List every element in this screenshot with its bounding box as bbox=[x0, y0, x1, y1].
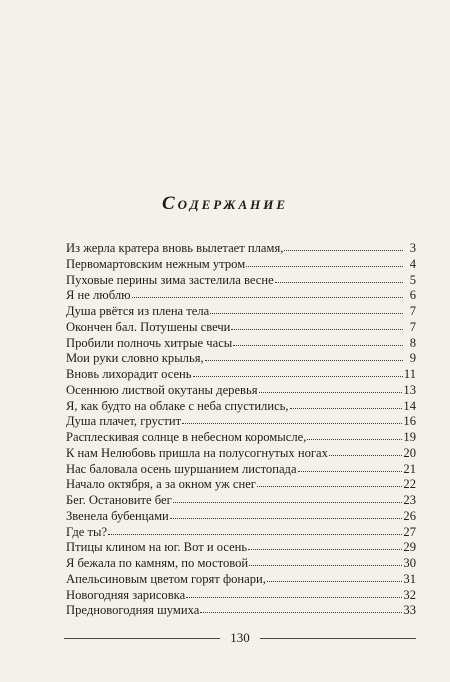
toc-entry bbox=[66, 603, 416, 619]
toc-entry-page: 29 bbox=[403, 540, 416, 555]
toc-entry bbox=[66, 446, 416, 462]
toc-entry bbox=[66, 399, 416, 415]
toc-entry-page: 27 bbox=[403, 524, 416, 539]
dot-leader bbox=[284, 240, 403, 251]
dot-leader bbox=[275, 272, 403, 283]
toc-entry-title: Вновь лихорадит осень bbox=[66, 367, 192, 381]
dot-leader bbox=[249, 555, 402, 566]
footer-rule-left bbox=[64, 638, 220, 639]
toc-entry bbox=[66, 462, 416, 478]
toc-entry-title: Пробили полночь хитрые часы bbox=[66, 335, 233, 350]
toc-entry-title: Нас баловала осень шуршанием листопада bbox=[66, 461, 297, 476]
toc-entry-page: 20 bbox=[403, 445, 416, 460]
toc-entry-title: Птицы клином на юг. Вот и осень bbox=[66, 540, 248, 555]
footer-rule-right bbox=[260, 638, 416, 639]
dot-leader bbox=[210, 303, 403, 314]
toc-entry-title: Звенела бубенцами bbox=[66, 508, 169, 523]
toc-entry bbox=[66, 572, 416, 588]
toc-entry-title: Мои руки словно крылья, bbox=[66, 351, 204, 366]
toc-entry bbox=[66, 540, 416, 556]
toc-entry bbox=[66, 430, 416, 446]
toc-entry-title: Я бежала по камням, по мостовой bbox=[66, 556, 249, 570]
toc-entry-page: 11 bbox=[403, 367, 416, 381]
page-number: 130 bbox=[230, 630, 250, 645]
toc-entry bbox=[66, 241, 416, 257]
toc-entry-title: Окончен бал. Потушены свечи bbox=[66, 319, 231, 334]
toc-entry bbox=[66, 351, 416, 367]
toc-entry-title: К нам Нелюбовь пришла на полусогнутых ногах bbox=[66, 445, 328, 460]
toc-entry-title: Душа рвётся из плена тела bbox=[66, 304, 210, 318]
toc-entry-page: 21 bbox=[403, 461, 416, 476]
toc-entry-title: Пуховые перины зима застелила весне bbox=[66, 272, 274, 287]
dot-leader bbox=[173, 492, 403, 503]
toc-entry-title: Душа плачет, грустит bbox=[66, 414, 182, 429]
dot-leader bbox=[267, 571, 402, 582]
toc-entry-page: 13 bbox=[403, 382, 416, 397]
toc-entry-page: 14 bbox=[403, 398, 416, 413]
toc-entry-page: 4 bbox=[409, 256, 416, 271]
toc-entry bbox=[66, 525, 416, 541]
toc-entry bbox=[66, 509, 416, 525]
dot-leader bbox=[200, 602, 402, 613]
toc-entry-page: 6 bbox=[409, 288, 416, 303]
dot-leader bbox=[298, 461, 403, 472]
dot-leader bbox=[193, 366, 403, 377]
page-footer bbox=[64, 630, 416, 646]
toc-entry bbox=[66, 367, 416, 383]
dot-leader bbox=[205, 350, 403, 361]
toc-entry bbox=[66, 288, 416, 304]
toc-entry-title: Из жерла кратера вновь вылетает пламя, bbox=[66, 241, 284, 255]
dot-leader bbox=[231, 319, 403, 330]
dot-leader bbox=[170, 508, 403, 519]
toc-entry-page: 9 bbox=[409, 351, 416, 366]
toc-entry-title: Новогодняя зарисовка bbox=[66, 587, 186, 602]
toc-entry bbox=[66, 493, 416, 509]
toc-entry bbox=[66, 273, 416, 289]
toc-entry-title: Где ты? bbox=[66, 524, 108, 539]
toc-entry-title: Я не люблю bbox=[66, 288, 131, 303]
toc-entry-page: 3 bbox=[409, 241, 416, 255]
toc-entry bbox=[66, 556, 416, 572]
toc-entry bbox=[66, 320, 416, 336]
dot-leader bbox=[248, 539, 402, 550]
toc-entry-page: 32 bbox=[403, 587, 416, 602]
dot-leader bbox=[246, 256, 403, 267]
toc-entry bbox=[66, 477, 416, 493]
dot-leader bbox=[329, 445, 402, 456]
dot-leader bbox=[290, 398, 403, 409]
toc-entry-page: 31 bbox=[403, 571, 416, 586]
dot-leader bbox=[108, 524, 402, 535]
toc-entry-title: Осеннюю листвой окутаны деревья bbox=[66, 382, 258, 397]
toc-entry-page: 5 bbox=[409, 272, 416, 287]
toc-entry-title: Апельсиновым цветом горят фонари, bbox=[66, 571, 266, 586]
dot-leader bbox=[257, 476, 402, 487]
toc-entry-page: 8 bbox=[409, 335, 416, 350]
toc-entry-title: Предновогодняя шумиха bbox=[66, 603, 200, 618]
dot-leader bbox=[132, 287, 403, 298]
toc-entry-page: 23 bbox=[403, 493, 416, 507]
toc-entry-page: 30 bbox=[403, 556, 416, 570]
toc-entry-page: 7 bbox=[409, 319, 416, 334]
toc-entry-title: Расплескивая солнце в небесном коромысле, bbox=[66, 430, 307, 444]
toc-entry-page: 22 bbox=[403, 477, 416, 492]
toc-entry bbox=[66, 257, 416, 273]
table-of-contents bbox=[66, 241, 416, 619]
toc-entry-page: 7 bbox=[409, 304, 416, 318]
toc-entry bbox=[66, 383, 416, 399]
toc-entry-title: Я, как будто на облаке с неба спустились, bbox=[66, 398, 289, 413]
dot-leader bbox=[259, 382, 403, 393]
toc-entry-page: 26 bbox=[403, 508, 416, 523]
toc-entry-page: 16 bbox=[403, 414, 416, 429]
toc-entry bbox=[66, 588, 416, 604]
dot-leader bbox=[233, 335, 403, 346]
dot-leader bbox=[307, 429, 402, 440]
toc-entry-title: Первомартовским нежным утром bbox=[66, 256, 246, 271]
toc-heading: Содержание bbox=[161, 193, 289, 214]
toc-entry bbox=[66, 414, 416, 430]
toc-entry bbox=[66, 304, 416, 320]
dot-leader bbox=[186, 587, 402, 598]
toc-entry bbox=[66, 336, 416, 352]
toc-entry-page: 33 bbox=[403, 603, 416, 618]
dot-leader bbox=[182, 413, 402, 424]
toc-entry-title: Начало октября, а за окном уж снег bbox=[66, 477, 256, 492]
toc-entry-page: 19 bbox=[403, 430, 416, 444]
toc-entry-title: Бег. Остановите бег bbox=[66, 493, 172, 507]
